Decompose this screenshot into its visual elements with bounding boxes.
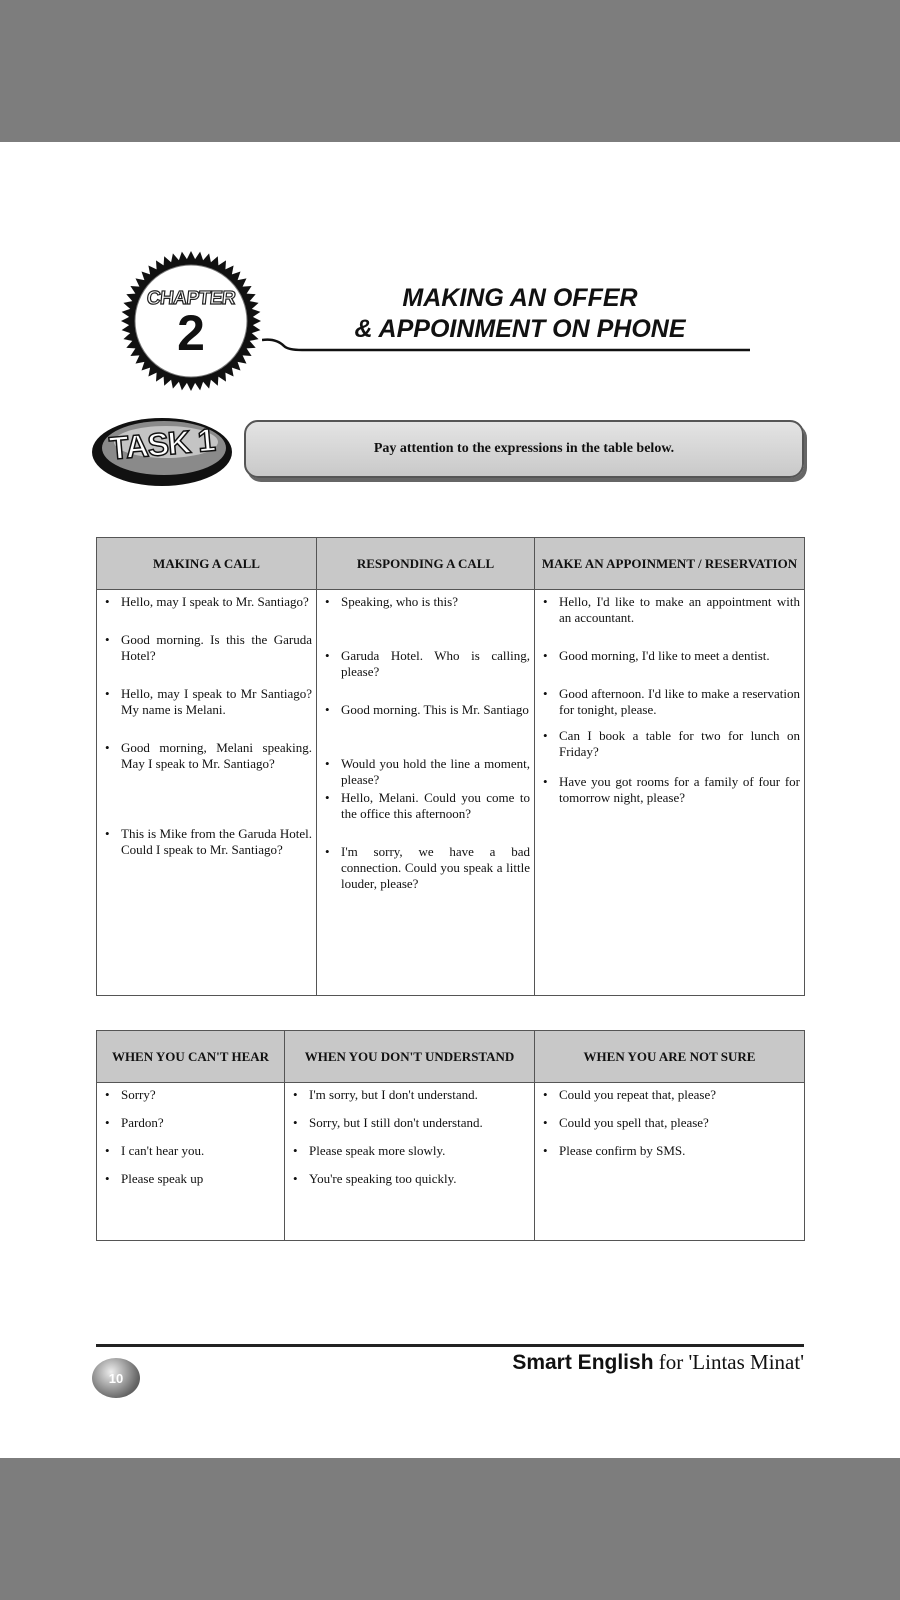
list-item: • Please confirm by SMS.	[539, 1143, 800, 1159]
table-header: RESPONDING A CALL	[317, 538, 535, 590]
clarification-table	[96, 1030, 805, 1241]
task-label: TASK 1	[107, 421, 217, 467]
list-item: • This is Mike from the Garuda Hotel. Could I speak to Mr. Santiago?	[101, 826, 312, 858]
task-badge	[88, 412, 234, 488]
list-item: • Sorry?	[101, 1087, 280, 1103]
list-item: • Good morning, Melani speaking. May I speak to Mr. Santiago?	[101, 740, 312, 772]
table-header: WHEN YOU ARE NOT SURE	[535, 1031, 805, 1083]
list-item: • You're speaking too quickly.	[289, 1171, 530, 1187]
list-item: • Good afternoon. I'd like to make a reservation for tonight, please.	[539, 686, 800, 718]
list-item: • Hello, I'd like to make an appointment with an accountant.	[539, 594, 800, 626]
page-number: 10	[108, 1370, 124, 1386]
book-title-footer	[512, 1350, 804, 1375]
top-margin-bar	[0, 0, 900, 142]
list-item: • Hello, may I speak to Mr. Santiago?	[101, 594, 312, 610]
footer-rule	[96, 1344, 804, 1347]
list-item: • Hello, Melani. Could you come to the office this afternoon?	[321, 790, 530, 822]
bottom-margin-bar	[0, 1458, 900, 1600]
list-item: • I'm sorry, we have a bad connection. Could you speak a little louder, please?	[321, 844, 530, 892]
list-item: • Hello, may I speak to Mr Santiago? My name is Melani.	[101, 686, 312, 718]
list-item: • Could you spell that, please?	[539, 1115, 800, 1131]
responding-call-cell	[317, 590, 535, 996]
list-item: • Have you got rooms for a family of four for tomorrow night, please?	[539, 774, 800, 806]
task-instruction-text: Pay attention to the expressions in the table below.	[373, 441, 675, 456]
cant-hear-cell	[97, 1083, 285, 1241]
expressions-table	[96, 537, 805, 996]
table-row	[97, 1083, 805, 1241]
list-item: • Good morning. Is this the Garuda Hotel?	[101, 632, 312, 664]
list-item: • Please speak more slowly.	[289, 1143, 530, 1159]
table-header-row	[97, 1031, 805, 1083]
list-item: • Pardon?	[101, 1115, 280, 1131]
list-item: • Good morning. This is Mr. Santiago	[321, 702, 530, 718]
task-instruction	[244, 420, 804, 478]
list-item: • Could you repeat that, please?	[539, 1087, 800, 1103]
table-header: MAKING A CALL	[97, 538, 317, 590]
table-header: WHEN YOU CAN'T HEAR	[97, 1031, 285, 1083]
appointment-cell	[535, 590, 805, 996]
list-item: • I'm sorry, but I don't understand.	[289, 1087, 530, 1103]
making-call-cell	[97, 590, 317, 996]
chapter-number: 2	[177, 305, 205, 361]
table-header-row	[97, 538, 805, 590]
table-header: WHEN YOU DON'T UNDERSTAND	[285, 1031, 535, 1083]
title-underline	[262, 338, 752, 356]
list-item: • Good morning, I'd like to meet a dentist.	[539, 648, 800, 664]
list-item: • Please speak up	[101, 1171, 280, 1187]
list-item: • Garuda Hotel. Who is calling, please?	[321, 648, 530, 680]
chapter-word: CHAPTER	[145, 288, 237, 309]
list-item: • Would you hold the line a moment, please?	[321, 756, 530, 788]
list-item: • Speaking, who is this?	[321, 594, 530, 610]
list-item: • Can I book a table for two for lunch on Friday?	[539, 728, 800, 760]
dont-understand-cell	[285, 1083, 535, 1241]
not-sure-cell	[535, 1083, 805, 1241]
chapter-title-line2: & APPOINMENT ON PHONE	[354, 315, 686, 343]
list-item: • Sorry, but I still don't understand.	[289, 1115, 530, 1131]
chapter-title-line1: MAKING AN OFFER	[402, 284, 638, 312]
page-number-badge	[92, 1358, 140, 1398]
list-item: • I can't hear you.	[101, 1143, 280, 1159]
table-header: MAKE AN APPOINMENT / RESERVATION	[535, 538, 805, 590]
chapter-badge	[120, 250, 262, 392]
chapter-title	[300, 283, 740, 345]
table-row	[97, 590, 805, 996]
book-title-bold: Smart English	[512, 1351, 654, 1374]
book-title-rest: for 'Lintas Minat'	[653, 1350, 804, 1374]
